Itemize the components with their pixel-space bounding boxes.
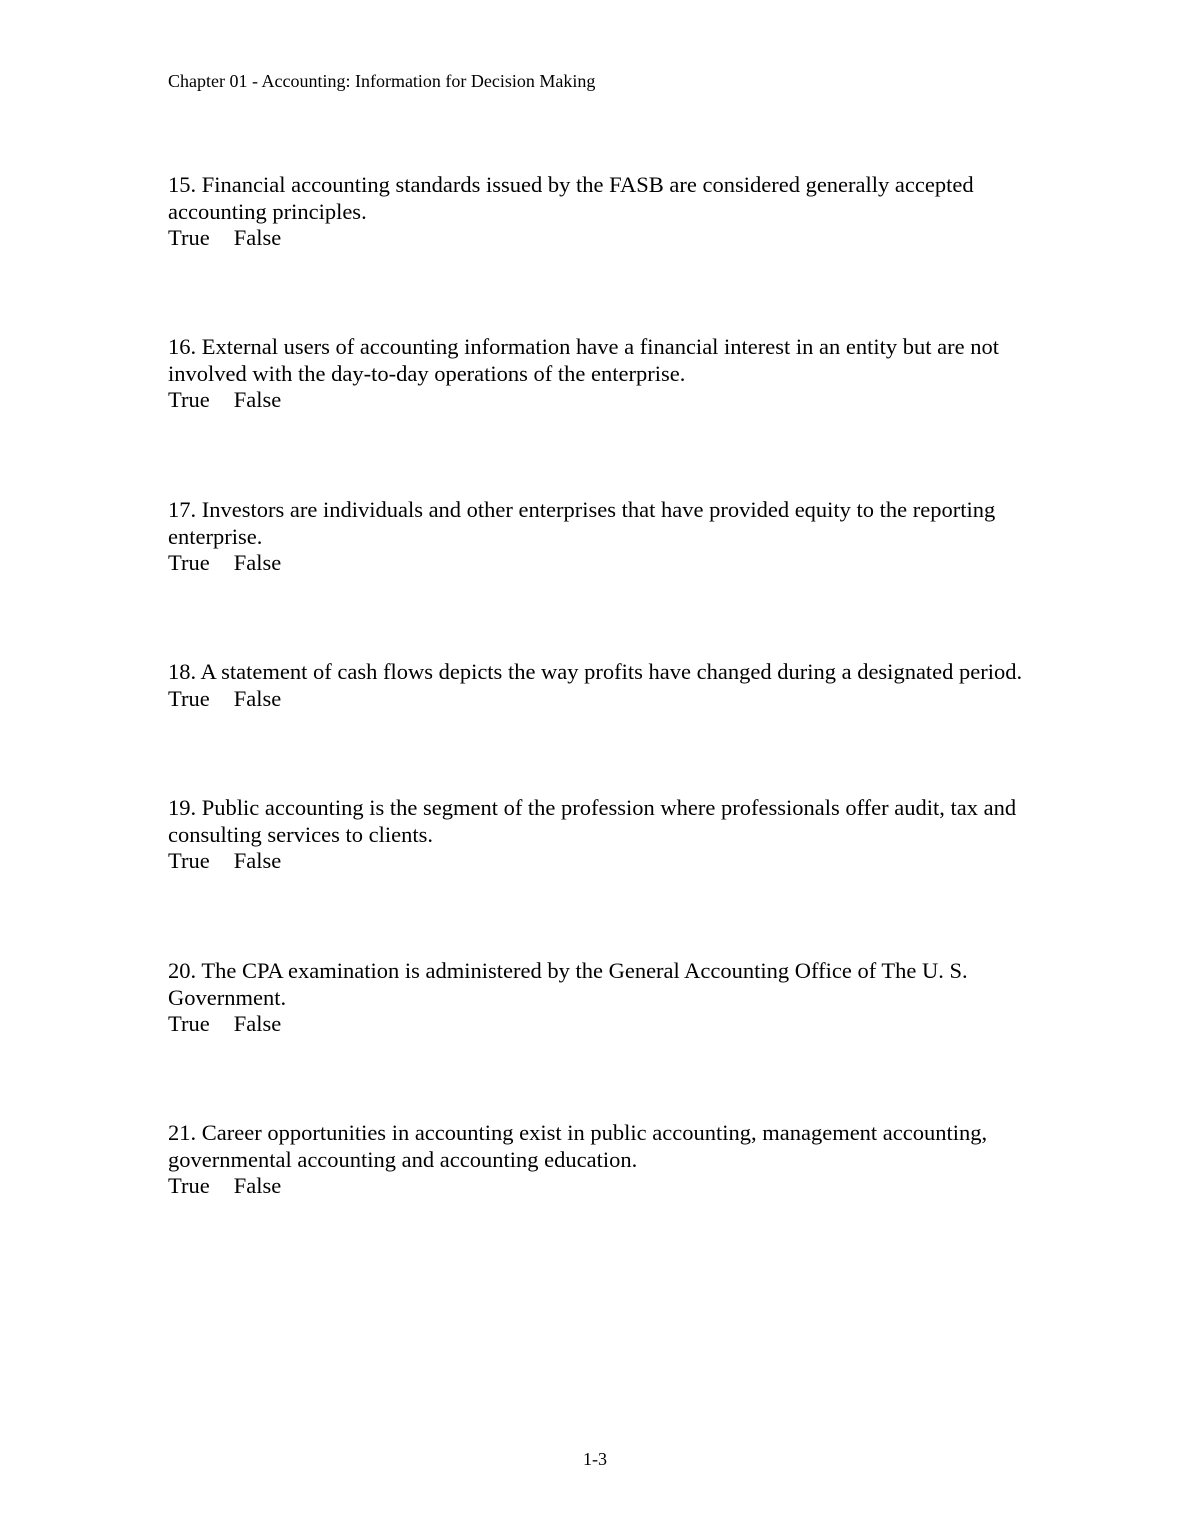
answer-options bbox=[168, 848, 1058, 875]
false-option[interactable]: False bbox=[233, 225, 282, 250]
answer-options bbox=[168, 686, 1058, 713]
question-text: 16. External users of accounting information have a financial interest in an entity but are not involved with the day-to-day operations of the enterprise. bbox=[168, 334, 999, 386]
false-option[interactable]: False bbox=[233, 848, 282, 873]
true-option[interactable]: True bbox=[168, 1011, 210, 1036]
answer-options bbox=[168, 1011, 1058, 1038]
question-text: 18. A statement of cash flows depicts the way profits have changed during a designated period. bbox=[168, 659, 1023, 684]
answer-options bbox=[168, 1173, 1058, 1200]
false-option[interactable]: False bbox=[233, 550, 282, 575]
question-18 bbox=[168, 659, 1058, 712]
question-text: 21. Career opportunities in accounting exist in public accounting, management accounting, governmental accounting and accounting education. bbox=[168, 1120, 988, 1172]
answer-options bbox=[168, 550, 1058, 577]
question-21 bbox=[168, 1120, 1058, 1200]
false-option[interactable]: False bbox=[233, 1173, 282, 1198]
false-option[interactable]: False bbox=[233, 685, 282, 711]
answer-options bbox=[168, 387, 1058, 414]
false-option[interactable]: False bbox=[233, 387, 282, 412]
question-17 bbox=[168, 497, 1058, 577]
page-number: 1-3 bbox=[583, 1449, 607, 1469]
false-option[interactable]: False bbox=[233, 1011, 282, 1036]
question-20 bbox=[168, 958, 1058, 1038]
true-option[interactable]: True bbox=[168, 225, 210, 250]
true-option[interactable]: True bbox=[168, 1173, 210, 1198]
true-option[interactable]: True bbox=[168, 848, 210, 873]
question-19 bbox=[168, 795, 1058, 875]
true-option[interactable]: True bbox=[168, 550, 210, 575]
question-15 bbox=[168, 172, 1058, 252]
answer-options bbox=[168, 225, 1058, 252]
question-text: 17. Investors are individuals and other enterprises that have provided equity to the reporting enterprise. bbox=[168, 497, 996, 549]
question-text: 20. The CPA examination is administered by the General Accounting Office of The U. S. Government. bbox=[168, 958, 968, 1010]
true-option[interactable]: True bbox=[168, 685, 210, 711]
question-text: 15. Financial accounting standards issued by the FASB are considered generally accepted accounting principles. bbox=[168, 172, 974, 224]
question-text: 19. Public accounting is the segment of the profession where professionals offer audit, tax and consulting services to clients. bbox=[168, 795, 1017, 847]
true-option[interactable]: True bbox=[168, 387, 210, 412]
question-16 bbox=[168, 334, 1058, 414]
page-header-title: Chapter 01 - Accounting: Information for Decision Making bbox=[168, 71, 596, 91]
